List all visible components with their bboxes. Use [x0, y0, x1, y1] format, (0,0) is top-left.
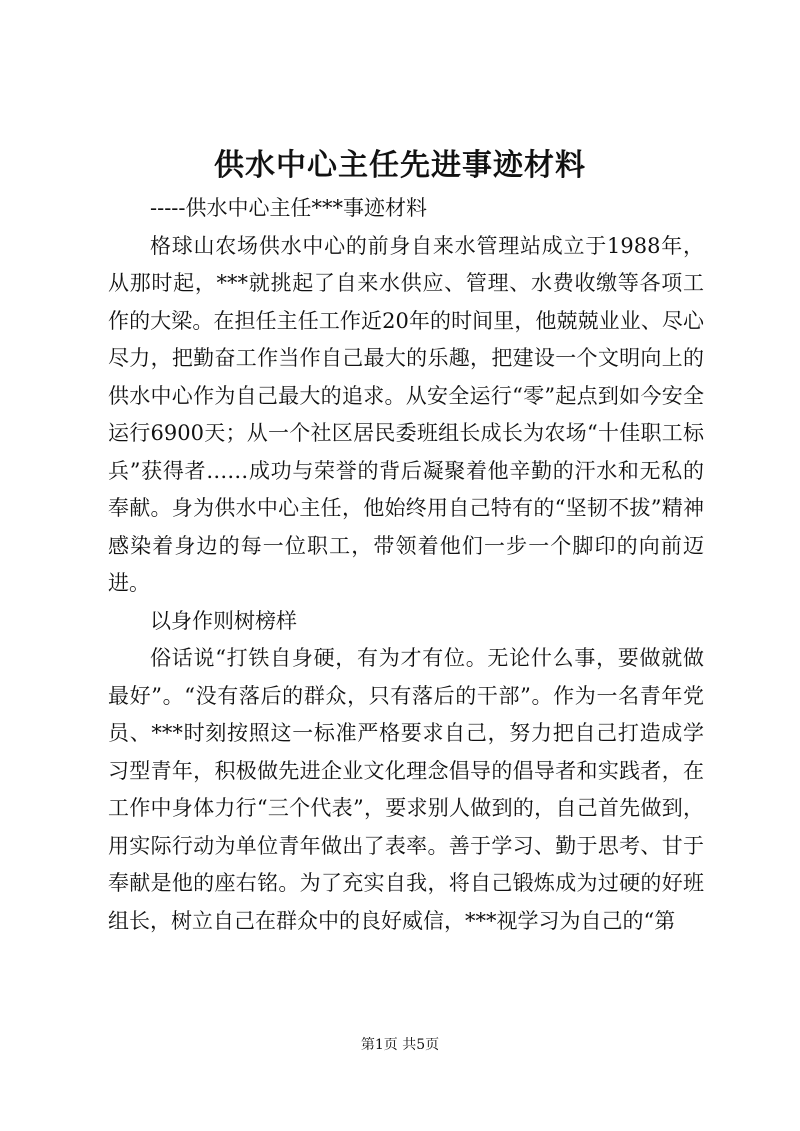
- document-body: [108, 190, 704, 940]
- section-heading: 以身作则树榜样: [150, 608, 297, 633]
- document-subtitle: -----供水中心主任***事迹材料: [150, 196, 427, 220]
- page-footer: 第1页 共5页: [360, 1037, 440, 1053]
- body-paragraph-section: 俗话说“打铁自身硬，有为才有位。无论什么事，要做就做最好”。“没有落后的群众，只有落后的干部”。作为一名青年党员、***时刻按照这一标准严格要求自己，努力把自己打造成学习型青年，积极做先进企业文化理念倡导的倡导者和实践者，在工作中身体力行“三个代表”，要求别人做到的，自己首先做到，用实际行动为单位青年做出了表率。善于学习、勤于思考、甘于奉献是他的座右铭。为了充实自我，将自己锻炼成为过硬的好班组长，树立自己在群众中的良好威信，***视学习为自己的“第: [108, 646, 704, 933]
- body-paragraph-intro: 格球山农场供水中心的前身自来水管理站成立于1988年，从那时起，***就挑起了自来水供应、管理、水费收缴等各项工作的大梁。在担任主任工作近20年的时间里，他兢兢业业、尽心尽力，把勤奋工作当作自己最大的乐趣，把建设一个文明向上的供水中心作为自己最大的追求。从安全运行“零”起点到如今安全运行6900天；从一个社区居民委班组长成长为农场“十佳职工标兵”获得者……成功与荣誉的背后凝聚着他辛勤的汗水和无私的奉献。身为供水中心主任，他始终用自己特有的“坚韧不拔”精神感染着身边的每一位职工，带领着他们一步一个脚印的向前迈进。: [108, 233, 704, 595]
- document-title: 供水中心主任先进事迹材料: [214, 148, 586, 183]
